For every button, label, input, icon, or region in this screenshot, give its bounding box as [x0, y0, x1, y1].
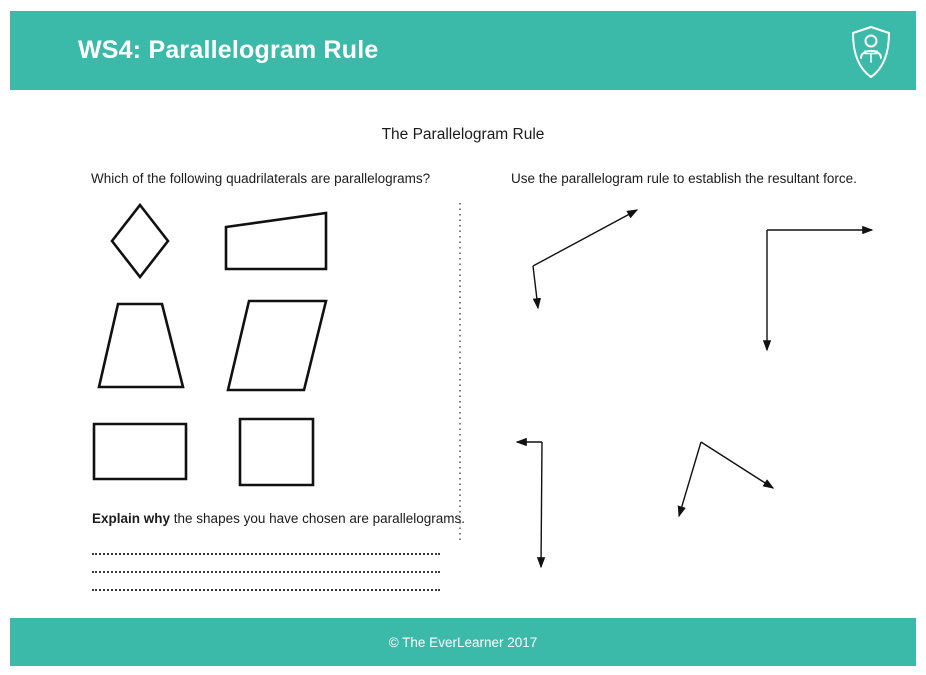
- rectangle-shape: [94, 424, 186, 479]
- vector-pair-4-arrow-2: [701, 442, 773, 488]
- square-shape: [240, 419, 313, 485]
- parallelogram-shape: [228, 301, 326, 390]
- trapezoid-shape: [99, 304, 183, 387]
- footer-copyright: © The EverLearner 2017: [388, 634, 538, 650]
- vector-pair-1-arrow-1: [533, 210, 637, 266]
- page-title: The Parallelogram Rule: [381, 126, 545, 143]
- irregular-quadrilateral-shape: [226, 213, 326, 269]
- explain-prompt-bold: Explain why: [92, 511, 171, 526]
- vector-pair-4-arrow-1: [679, 442, 701, 516]
- vector-pair-3-arrow-2: [541, 442, 542, 567]
- right-instruction: Use the parallelogram rule to establish the resultant force.: [511, 171, 857, 186]
- answer-dotted-line: [92, 582, 440, 591]
- header-bar: [10, 11, 916, 90]
- left-question: Which of the following quadrilaterals are parallelograms?: [91, 171, 431, 186]
- answer-dotted-line: [92, 564, 440, 573]
- answer-dotted-line: [92, 546, 440, 555]
- rhombus-shape: [112, 205, 168, 277]
- explain-prompt-rest: the shapes you have chosen are parallelograms.: [170, 511, 465, 526]
- header-title: WS4: Parallelogram Rule: [78, 36, 379, 64]
- vector-pair-1-arrow-2: [533, 266, 538, 308]
- explain-prompt: [92, 511, 465, 526]
- everlearner-shield-icon: [848, 25, 894, 79]
- footer-bar: [10, 618, 916, 666]
